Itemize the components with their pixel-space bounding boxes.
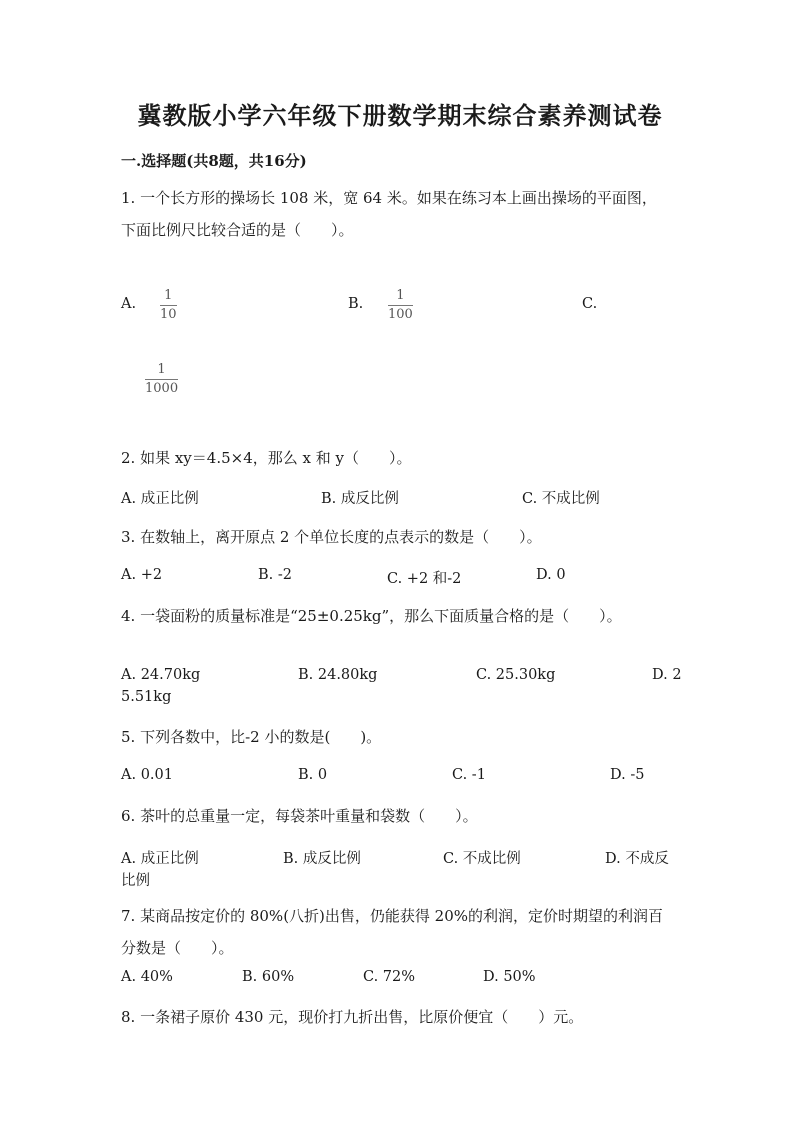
option-a: A. 40% [121, 969, 173, 985]
option-a: A. 成正比例 [121, 851, 199, 867]
option-c: C. 72% [363, 969, 416, 985]
option-c: C. -1 [452, 767, 486, 783]
question-2-stem [121, 442, 681, 474]
numerator: 1 [164, 288, 173, 303]
option-c: C. 25.30kg [476, 667, 556, 683]
fraction-option-a [160, 288, 177, 322]
question-line: 7. 某商品按定价的 80%(八折)出售，仍能获得 20%的利润，定价时期望的利润百 [121, 907, 664, 925]
question-3-stem [121, 521, 681, 553]
question-line: 3. 在数轴上，离开原点 2 个单位长度的点表示的数是（ ）。 [121, 528, 542, 546]
option-c-label: C. [582, 296, 598, 312]
question-line: 下面比例尺比较合适的是（ ）。 [121, 221, 354, 239]
question-6-stem [121, 800, 681, 832]
option-d: D. 0 [536, 567, 566, 583]
fraction-option-c [145, 362, 178, 396]
question-line: 分数是（ ）。 [121, 939, 234, 957]
denominator: 10 [160, 307, 177, 322]
question-8-stem [121, 1001, 681, 1033]
question-5-stem [121, 721, 681, 753]
numerator: 1 [396, 288, 405, 303]
option-d: D. 不成反 [605, 851, 669, 867]
option-b: B. 24.80kg [298, 667, 378, 683]
question-line: 4. 一袋面粉的质量标准是“25±0.25kg”，那么下面质量合格的是（ ）。 [121, 607, 622, 625]
fraction-option-b [388, 288, 413, 322]
option-c: C. 不成比例 [443, 851, 521, 867]
option-a: A. 成正比例 [121, 491, 199, 507]
option-c: C. +2 和-2 [387, 571, 462, 587]
option-a-label: A. [121, 296, 137, 312]
option-b: B. 0 [298, 767, 328, 783]
question-line: 5. 下列各数中，比-2 小的数是( )。 [121, 728, 382, 746]
option-c: C. 不成比例 [522, 491, 600, 507]
question-7-stem [121, 900, 681, 964]
question-4-stem [121, 600, 681, 632]
option-b: B. 成反比例 [283, 851, 361, 867]
section-heading: 一.选择题(共8题，共16分) [121, 152, 307, 170]
question-line: 1. 一个长方形的操场长 108 米，宽 64 米。如果在练习本上画出操场的平面图， [121, 189, 657, 207]
fraction-bar [160, 305, 177, 306]
question-line: 8. 一条裙子原价 430 元，现价打九折出售，比原价便宜（ ）元。 [121, 1008, 584, 1026]
option-d-continued: 5.51kg [121, 689, 172, 705]
option-d: D. 2 [652, 667, 682, 683]
fraction-bar [388, 305, 413, 306]
option-b: B. 60% [242, 969, 295, 985]
option-a: A. +2 [121, 567, 163, 583]
question-1-stem [121, 182, 681, 246]
question-line: 6. 茶叶的总重量一定，每袋茶叶重量和袋数（ ）。 [121, 807, 478, 825]
denominator: 100 [388, 307, 413, 322]
fraction-bar [145, 379, 178, 380]
option-a: A. 24.70kg [121, 667, 201, 683]
page-title: 冀教版小学六年级下册数学期末综合素养测试卷 [137, 101, 663, 130]
denominator: 1000 [145, 381, 179, 396]
option-d: D. -5 [610, 767, 645, 783]
option-d-continued: 比例 [121, 873, 150, 889]
option-b-label: B. [348, 296, 364, 312]
option-b: B. -2 [258, 567, 292, 583]
option-d: D. 50% [483, 969, 536, 985]
question-line: 2. 如果 xy＝4.5×4，那么 x 和 y（ ）。 [121, 449, 412, 467]
option-b: B. 成反比例 [321, 491, 399, 507]
numerator: 1 [157, 362, 166, 377]
option-a: A. 0.01 [121, 767, 173, 783]
